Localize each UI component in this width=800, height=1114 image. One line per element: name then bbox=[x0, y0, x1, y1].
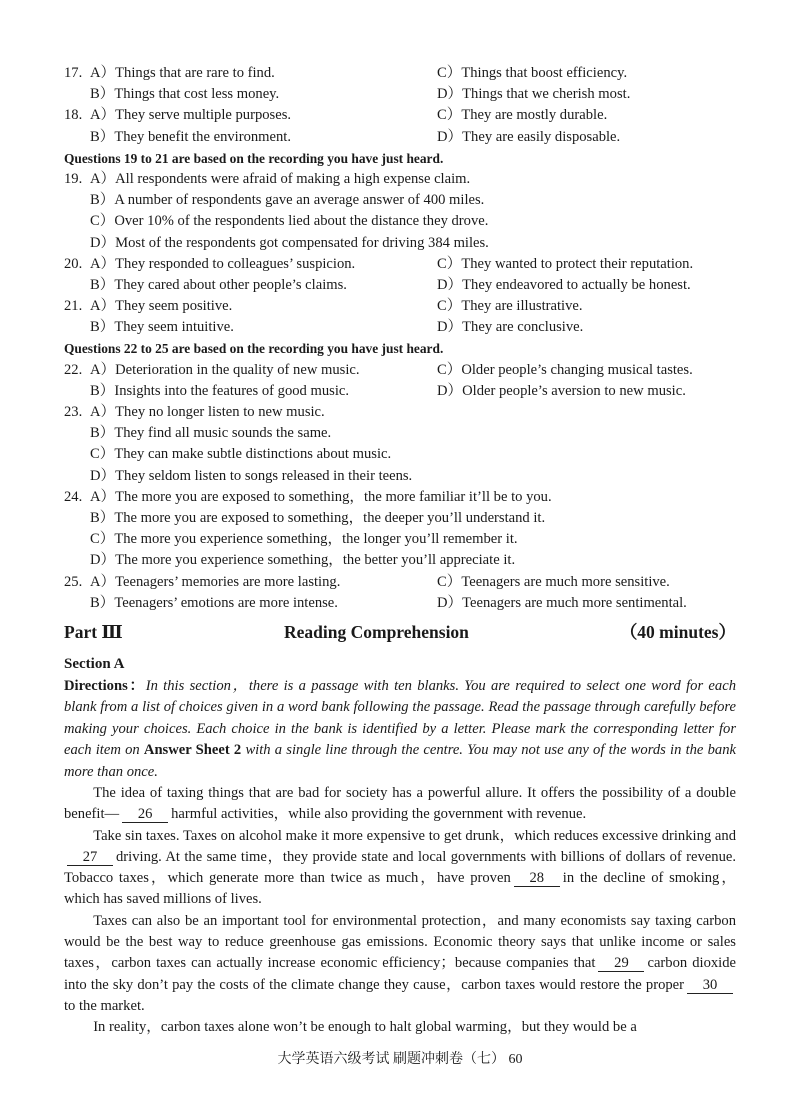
option-left: C）The more you experience something，the longer you’ll remember it. bbox=[90, 531, 518, 548]
option-right: D）They are conclusive. bbox=[437, 319, 584, 336]
question-number: 18. bbox=[64, 107, 83, 124]
option-left: B）They cared about other people’s claims. bbox=[90, 276, 347, 293]
question-number: 20. bbox=[64, 255, 83, 272]
option-left: D）Most of the respondents got compensated for driving 384 miles. bbox=[90, 234, 489, 251]
passage-text: The idea of taxing things that are bad for society has a powerful allure. It offers the possibility of a double benefit— bbox=[64, 784, 736, 823]
option-right: C）Teenagers are much more sensitive. bbox=[437, 573, 670, 590]
option-left: B）Teenagers’ emotions are more intense. bbox=[90, 594, 338, 611]
option-left: A）They responded to colleagues’ suspicion. bbox=[90, 255, 356, 272]
blank-29: 29 bbox=[598, 956, 644, 972]
option-left: B）They find all music sounds the same. bbox=[90, 425, 332, 442]
option-left: C）They can make subtle distinctions about music. bbox=[90, 446, 392, 463]
option-right: C）They are mostly durable. bbox=[437, 107, 608, 124]
question-number: 21. bbox=[64, 298, 83, 315]
directions bbox=[64, 676, 736, 783]
option-left: B）They seem intuitive. bbox=[90, 319, 234, 336]
question-number: 19. bbox=[64, 170, 83, 187]
directions-text-2: with a single line through the centre. You may not use any of the words in the bank more than once. bbox=[64, 742, 736, 780]
option-left: B）A number of respondents gave an average answer of 400 miles. bbox=[90, 192, 485, 209]
option-right: D）Older people’s aversion to new music. bbox=[437, 382, 686, 399]
option-right: D）They endeavored to actually be honest. bbox=[437, 276, 691, 293]
question-row bbox=[64, 317, 736, 338]
option-left: C）Over 10% of the respondents lied about the distance they drove. bbox=[90, 213, 489, 230]
option-right: D）They are easily disposable. bbox=[437, 128, 621, 145]
question-row bbox=[64, 402, 736, 423]
question-row bbox=[64, 381, 736, 402]
question-row bbox=[64, 529, 736, 550]
question-group-header: Questions 19 to 21 are based on the recording you have just heard. bbox=[64, 150, 444, 166]
option-left: A）They seem positive. bbox=[90, 298, 233, 315]
option-left: A）Deterioration in the quality of new music. bbox=[90, 361, 360, 378]
passage bbox=[64, 783, 736, 1039]
passage-text: Taxes can also be an important tool for environmental protection，and many economists say taxing carbon would be the best way to reduce greenhouse gas emissions. Economic theory says that unlike income or sales taxes，carbon taxes can actually increase economic efficiency；because companies that bbox=[64, 912, 736, 972]
directions-text-1: In this section，there is a passage with ten blanks. You are required to select one word for each blank from a list of choices given in a word bank following the passage. Read the passage through carefully before making your choices. Each choice in the bank is identified by a letter. Please mark the corresponding letter for each item on bbox=[64, 677, 736, 759]
exam-page bbox=[64, 63, 736, 1038]
section-title: Section A bbox=[64, 655, 125, 672]
passage-text: harmful activities，while also providing the government with revenue. bbox=[171, 806, 587, 823]
option-left: A）All respondents were afraid of making a high expense claim. bbox=[90, 170, 471, 187]
directions-label: Directions： bbox=[64, 677, 146, 694]
listening-questions bbox=[64, 63, 736, 614]
passage-text: In reality，carbon taxes alone won’t be enough to halt global warming，but they would be a bbox=[93, 1019, 637, 1036]
passage-paragraph bbox=[64, 911, 736, 1017]
question-number: 23. bbox=[64, 404, 83, 420]
passage-paragraph bbox=[64, 826, 736, 911]
option-right: C）They are illustrative. bbox=[437, 298, 583, 315]
passage-paragraph bbox=[64, 1017, 736, 1038]
option-left: A）Teenagers’ memories are more lasting. bbox=[90, 573, 341, 590]
passage-text: to the market. bbox=[64, 997, 145, 1014]
blank-30: 30 bbox=[687, 978, 733, 994]
question-row bbox=[64, 508, 736, 529]
question-row bbox=[64, 593, 736, 614]
question-number: 17. bbox=[64, 65, 83, 81]
blank-28: 28 bbox=[514, 871, 560, 887]
part-title: Reading Comprehension bbox=[284, 621, 469, 642]
page-footer: 大学英语六级考试 刷题冲刺卷（七） 60 bbox=[277, 1052, 523, 1067]
option-right: D）Things that we cherish most. bbox=[437, 86, 631, 103]
option-left: A）They no longer listen to new music. bbox=[90, 404, 325, 420]
question-row bbox=[64, 275, 736, 296]
question-number: 25. bbox=[64, 573, 83, 590]
question-row bbox=[64, 84, 736, 105]
option-left: B）They benefit the environment. bbox=[90, 128, 292, 145]
question-number: 24. bbox=[64, 488, 83, 505]
question-row bbox=[64, 254, 736, 275]
question-row bbox=[64, 190, 736, 211]
option-left: A）The more you are exposed to something，the more familiar it’ll be to you. bbox=[90, 488, 552, 505]
question-row bbox=[64, 487, 736, 508]
part-label: Part Ⅲ bbox=[64, 621, 123, 642]
question-row bbox=[64, 296, 736, 317]
question-row bbox=[64, 233, 736, 254]
option-left: B）Insights into the features of good music. bbox=[90, 382, 350, 399]
question-row bbox=[64, 423, 736, 444]
question-row bbox=[64, 105, 736, 126]
passage-paragraph bbox=[64, 783, 736, 826]
question-group-header: Questions 22 to 25 are based on the recording you have just heard. bbox=[64, 341, 444, 357]
part-time: （40 minutes） bbox=[619, 621, 736, 642]
directions-bold: Answer Sheet 2 bbox=[143, 742, 242, 759]
option-left: A）Things that are rare to find. bbox=[90, 65, 275, 81]
option-left: D）They seldom listen to songs released in their teens. bbox=[90, 467, 413, 484]
passage-text: carbon dioxide into the sky don’t pay the costs of the climate change they cause，carbon taxes would restore the proper bbox=[64, 955, 736, 993]
question-row bbox=[64, 572, 736, 593]
question-row bbox=[64, 444, 736, 465]
question-row bbox=[64, 550, 736, 571]
option-right: C）They wanted to protect their reputation. bbox=[437, 255, 694, 272]
question-row bbox=[64, 63, 736, 84]
option-left: B）Things that cost less money. bbox=[90, 86, 280, 103]
option-left: A）They serve multiple purposes. bbox=[90, 107, 292, 124]
question-row bbox=[64, 127, 736, 148]
question-row bbox=[64, 211, 736, 232]
question-number: 22. bbox=[64, 361, 83, 378]
part-heading bbox=[64, 616, 736, 648]
question-row bbox=[64, 466, 736, 487]
option-right: C）Older people’s changing musical tastes. bbox=[437, 361, 693, 378]
passage-text: driving. At the same time，they provide state and local governments with billions of dollars of revenue. Tobacco taxes，which generate more than twice as much，have proven bbox=[64, 848, 736, 887]
option-left: D）The more you experience something，the better you’ll appreciate it. bbox=[90, 552, 516, 569]
option-right: C）Things that boost efficiency. bbox=[437, 65, 628, 81]
question-row bbox=[64, 169, 736, 190]
blank-27: 27 bbox=[67, 850, 113, 866]
passage-text: Take sin taxes. Taxes on alcohol make it more expensive to get drunk，which reduces excessive drinking and bbox=[93, 827, 736, 844]
blank-26: 26 bbox=[122, 807, 168, 823]
option-right: D）Teenagers are much more sentimental. bbox=[437, 594, 687, 611]
option-left: B）The more you are exposed to something，the deeper you’ll understand it. bbox=[90, 509, 546, 526]
passage-text: in the decline of smoking，which has saved millions of lives. bbox=[64, 870, 737, 908]
question-row bbox=[64, 360, 736, 381]
